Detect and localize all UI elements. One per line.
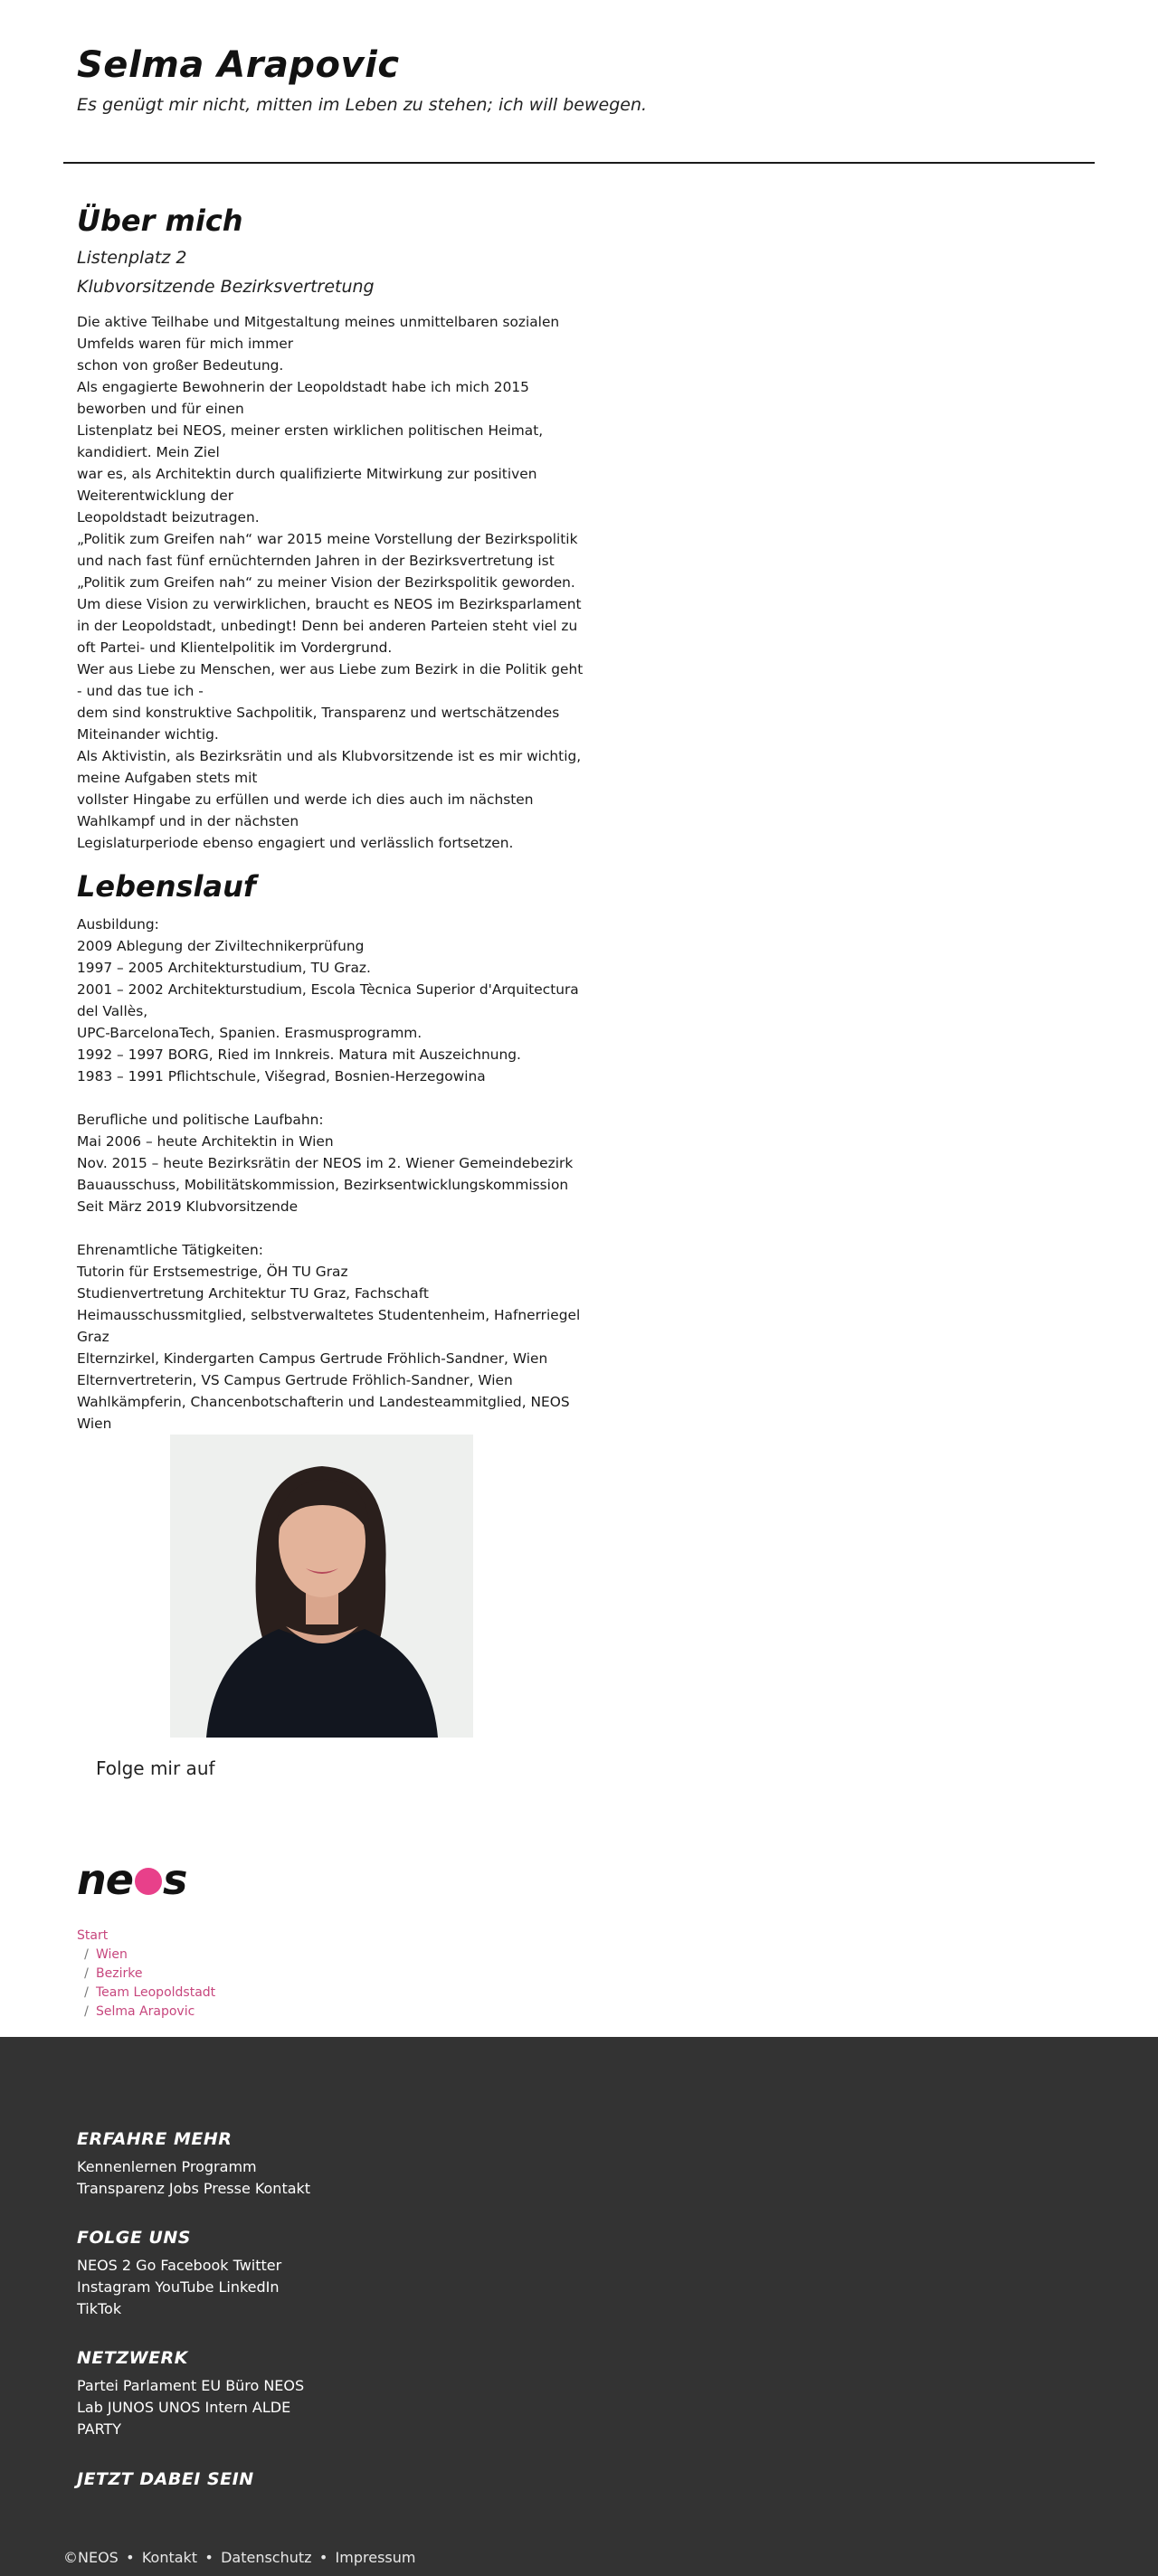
footer-separator: • — [318, 2549, 328, 2566]
footer-link[interactable]: UNOS — [158, 2399, 201, 2416]
career-line: Nov. 2015 – heute Bezirksrätin der NEOS im 2. Wiener Gemeindebezirk — [77, 1155, 574, 1171]
footer-heading-learn: ERFAHRE MEHR — [77, 2129, 233, 2149]
education-line: UPC-BarcelonaTech, Spanien. Erasmusprogramm. — [77, 1025, 422, 1041]
breadcrumb-link[interactable]: Team Leopoldstadt — [96, 1985, 216, 2000]
footer-bottom-link[interactable]: Kontakt — [141, 2549, 198, 2566]
about-line: meine Aufgaben stets mit — [77, 770, 258, 786]
footer-link[interactable]: Facebook — [160, 2257, 229, 2274]
about-line: Wahlkampf und in der nächsten — [77, 813, 299, 829]
volunteer-line: Elternvertreterin, VS Campus Gertrude Fröhlich-Sandner, Wien — [77, 1372, 513, 1388]
breadcrumb-row — [77, 1984, 215, 2003]
footer-separator: • — [126, 2549, 135, 2566]
breadcrumb-separator: / — [84, 1966, 89, 1981]
cv-education — [77, 914, 579, 1087]
neos-logo[interactable] — [77, 1860, 195, 1899]
footer-link[interactable]: JUNOS — [107, 2399, 155, 2416]
breadcrumb-row — [77, 2003, 215, 2022]
about-text — [77, 311, 584, 854]
footer-link[interactable]: ALDE — [252, 2399, 291, 2416]
footer-links-learn — [77, 2156, 315, 2200]
footer-link[interactable]: Intern — [204, 2399, 248, 2416]
volunteer-line: Studienvertretung Architektur TU Graz, Fachschaft — [77, 1285, 429, 1302]
footer-link[interactable]: Transparenz — [77, 2180, 165, 2197]
education-line: 1997 – 2005 Architekturstudium, TU Graz. — [77, 960, 371, 976]
footer-bottom-bar — [63, 2547, 415, 2569]
page-title: Selma Arapovic — [77, 44, 400, 86]
footer-link[interactable]: Instagram — [77, 2278, 151, 2296]
follow-me-label: Folge mir auf — [96, 1757, 215, 1779]
volunteer-line: Tutorin für Erstsemestrige, ÖH TU Graz — [77, 1264, 348, 1280]
breadcrumb-link[interactable]: Wien — [96, 1947, 128, 1962]
about-line: und nach fast fünf ernüchternden Jahren in der Bezirksvertretung ist — [77, 553, 555, 569]
footer-link-row — [77, 2375, 308, 2397]
footer-link-row — [77, 2277, 286, 2298]
career-heading: Berufliche und politische Laufbahn: — [77, 1112, 324, 1128]
breadcrumb-row — [77, 1946, 215, 1965]
about-line: Legislaturperiode ebenso engagiert und verlässlich fortsetzen. — [77, 835, 514, 851]
footer-link-row — [77, 2178, 315, 2200]
volunteer-line: Heimausschussmitglied, selbstverwaltetes Studentenheim, Hafnerriegel — [77, 1307, 581, 1323]
cv-heading: Lebenslauf — [77, 869, 256, 904]
volunteer-line: Wien — [77, 1416, 112, 1432]
about-section — [77, 201, 584, 854]
breadcrumb-link[interactable]: Bezirke — [96, 1966, 143, 1981]
footer-link-row — [77, 2298, 286, 2320]
breadcrumb-row — [77, 1927, 215, 1946]
footer-link-row — [77, 2397, 308, 2419]
footer-link[interactable]: Presse — [203, 2180, 251, 2197]
role-title: Klubvorsitzende Bezirksvertretung — [77, 277, 375, 297]
footer-link[interactable]: YouTube — [155, 2278, 214, 2296]
tagline: Es genügt mir nicht, mitten im Leben zu stehen; ich will bewegen. — [77, 95, 648, 115]
cv-career — [77, 1109, 574, 1217]
about-line: Listenplatz bei NEOS, meiner ersten wirklichen politischen Heimat, — [77, 422, 544, 439]
breadcrumb-row — [77, 1965, 215, 1984]
education-line: del Vallès, — [77, 1003, 148, 1019]
about-line: beworben und für einen — [77, 401, 244, 417]
breadcrumb-link[interactable]: Start — [77, 1928, 109, 1943]
footer-separator: • — [204, 2549, 214, 2566]
career-line: Bauausschuss, Mobilitätskommission, Bezirksentwicklungskommission — [77, 1177, 569, 1193]
site-header — [77, 38, 1072, 118]
about-line: „Politik zum Greifen nah“ war 2015 meine Vorstellung der Bezirkspolitik — [77, 531, 578, 547]
volunteer-heading: Ehrenamtliche Tätigkeiten: — [77, 1242, 263, 1258]
about-line: Weiterentwicklung der — [77, 488, 234, 504]
footer-link[interactable]: Lab — [77, 2399, 103, 2416]
about-line: dem sind konstruktive Sachpolitik, Transparenz und wertschätzendes — [77, 705, 560, 721]
about-line: Um diese Vision zu verwirklichen, braucht es NEOS im Bezirksparlament — [77, 596, 582, 612]
footer-link[interactable]: LinkedIn — [218, 2278, 280, 2296]
footer-link[interactable]: NEOS 2 Go — [77, 2257, 157, 2274]
footer-link[interactable]: Kontakt — [254, 2180, 311, 2197]
volunteer-line: Elternzirkel, Kindergarten Campus Gertrude Fröhlich-Sandner, Wien — [77, 1350, 548, 1367]
volunteer-line: Graz — [77, 1329, 109, 1345]
footer-link[interactable]: Jobs — [168, 2180, 199, 2197]
portrait-illustration — [170, 1435, 473, 1738]
logo-text-left: ne — [77, 1860, 133, 1899]
footer-link[interactable]: PARTY — [77, 2420, 122, 2438]
breadcrumb-separator: / — [84, 2004, 89, 2019]
education-line: 1983 – 1991 Pflichtschule, Višegrad, Bosnien-Herzegowina — [77, 1068, 486, 1084]
career-line: Seit März 2019 Klubvorsitzende — [77, 1198, 299, 1215]
about-line: Als Aktivistin, als Bezirksrätin und als Klubvorsitzende ist es mir wichtig, — [77, 748, 582, 764]
footer-bottom-link[interactable]: Impressum — [335, 2549, 416, 2566]
about-line: in der Leopoldstadt, unbedingt! Denn bei anderen Parteien steht viel zu — [77, 618, 578, 634]
cv-section — [77, 867, 581, 1435]
footer-link[interactable]: TikTok — [77, 2300, 122, 2317]
footer-link[interactable]: EU Büro — [201, 2377, 260, 2394]
about-line: schon von großer Bedeutung. — [77, 357, 284, 374]
footer-link-row — [77, 2419, 308, 2440]
copyright-text: ©NEOS — [63, 2549, 119, 2566]
about-line: Umfelds waren für mich immer — [77, 336, 294, 352]
footer-bottom-link[interactable]: Datenschutz — [221, 2549, 312, 2566]
career-line: Mai 2006 – heute Architektin in Wien — [77, 1133, 334, 1150]
about-line: Miteinander wichtig. — [77, 726, 219, 743]
about-line: kandidiert. Mein Ziel — [77, 444, 220, 460]
header-divider — [63, 162, 1095, 164]
about-line: Leopoldstadt beizutragen. — [77, 509, 260, 526]
site-footer — [0, 2037, 1158, 2576]
footer-link[interactable]: Twitter — [233, 2257, 282, 2274]
education-line: 2009 Ablegung der Ziviltechnikerprüfung — [77, 938, 365, 954]
footer-heading-follow: FOLGE UNS — [77, 2228, 191, 2248]
breadcrumb-link[interactable]: Selma Arapovic — [96, 2004, 195, 2019]
about-line: Die aktive Teilhabe und Mitgestaltung meines unmittelbaren sozialen — [77, 314, 560, 330]
footer-link-row — [77, 2255, 286, 2277]
footer-link[interactable]: Partei — [77, 2377, 119, 2394]
logo-dot-icon — [135, 1868, 162, 1895]
breadcrumb — [77, 1927, 215, 2022]
join-now-link[interactable]: JETZT DABEI SEIN — [77, 2469, 254, 2489]
about-heading: Über mich — [77, 204, 243, 238]
logo-text-right: s — [163, 1860, 187, 1899]
about-line: Als engagierte Bewohnerin der Leopoldstadt habe ich mich 2015 — [77, 379, 529, 395]
footer-heading-network: NETZWERK — [77, 2348, 188, 2368]
footer-link-row — [77, 2156, 315, 2178]
education-line: 1992 – 1997 BORG, Ried im Innkreis. Matura mit Auszeichnung. — [77, 1046, 521, 1063]
footer-link[interactable]: NEOS — [263, 2377, 305, 2394]
about-line: oft Partei- und Klientelpolitik im Vordergrund. — [77, 639, 393, 656]
breadcrumb-separator: / — [84, 1985, 89, 2000]
portrait-photo — [170, 1435, 473, 1738]
footer-links-network — [77, 2375, 308, 2440]
education-heading: Ausbildung: — [77, 916, 159, 933]
footer-link[interactable]: Kennenlernen — [77, 2158, 177, 2175]
cv-volunteer — [77, 1239, 581, 1435]
footer-link[interactable]: Parlament — [122, 2377, 197, 2394]
breadcrumb-separator: / — [84, 1947, 89, 1962]
about-line: „Politik zum Greifen nah“ zu meiner Vision der Bezirkspolitik geworden. — [77, 574, 575, 591]
footer-links-follow — [77, 2255, 286, 2320]
list-position: Listenplatz 2 — [77, 248, 187, 268]
about-line: war es, als Architektin durch qualifizierte Mitwirkung zur positiven — [77, 466, 537, 482]
footer-link[interactable]: Programm — [181, 2158, 257, 2175]
education-line: 2001 – 2002 Architekturstudium, Escola Tècnica Superior d'Arquitectura — [77, 981, 579, 998]
about-line: Wer aus Liebe zu Menschen, wer aus Liebe zum Bezirk in die Politik geht — [77, 661, 584, 677]
volunteer-line: Wahlkämpferin, Chancenbotschafterin und Landesteammitglied, NEOS — [77, 1394, 570, 1410]
neos-logo-icon — [77, 1860, 195, 1899]
about-line: vollster Hingabe zu erfüllen und werde ich dies auch im nächsten — [77, 791, 534, 808]
about-line: - und das tue ich - — [77, 683, 204, 699]
